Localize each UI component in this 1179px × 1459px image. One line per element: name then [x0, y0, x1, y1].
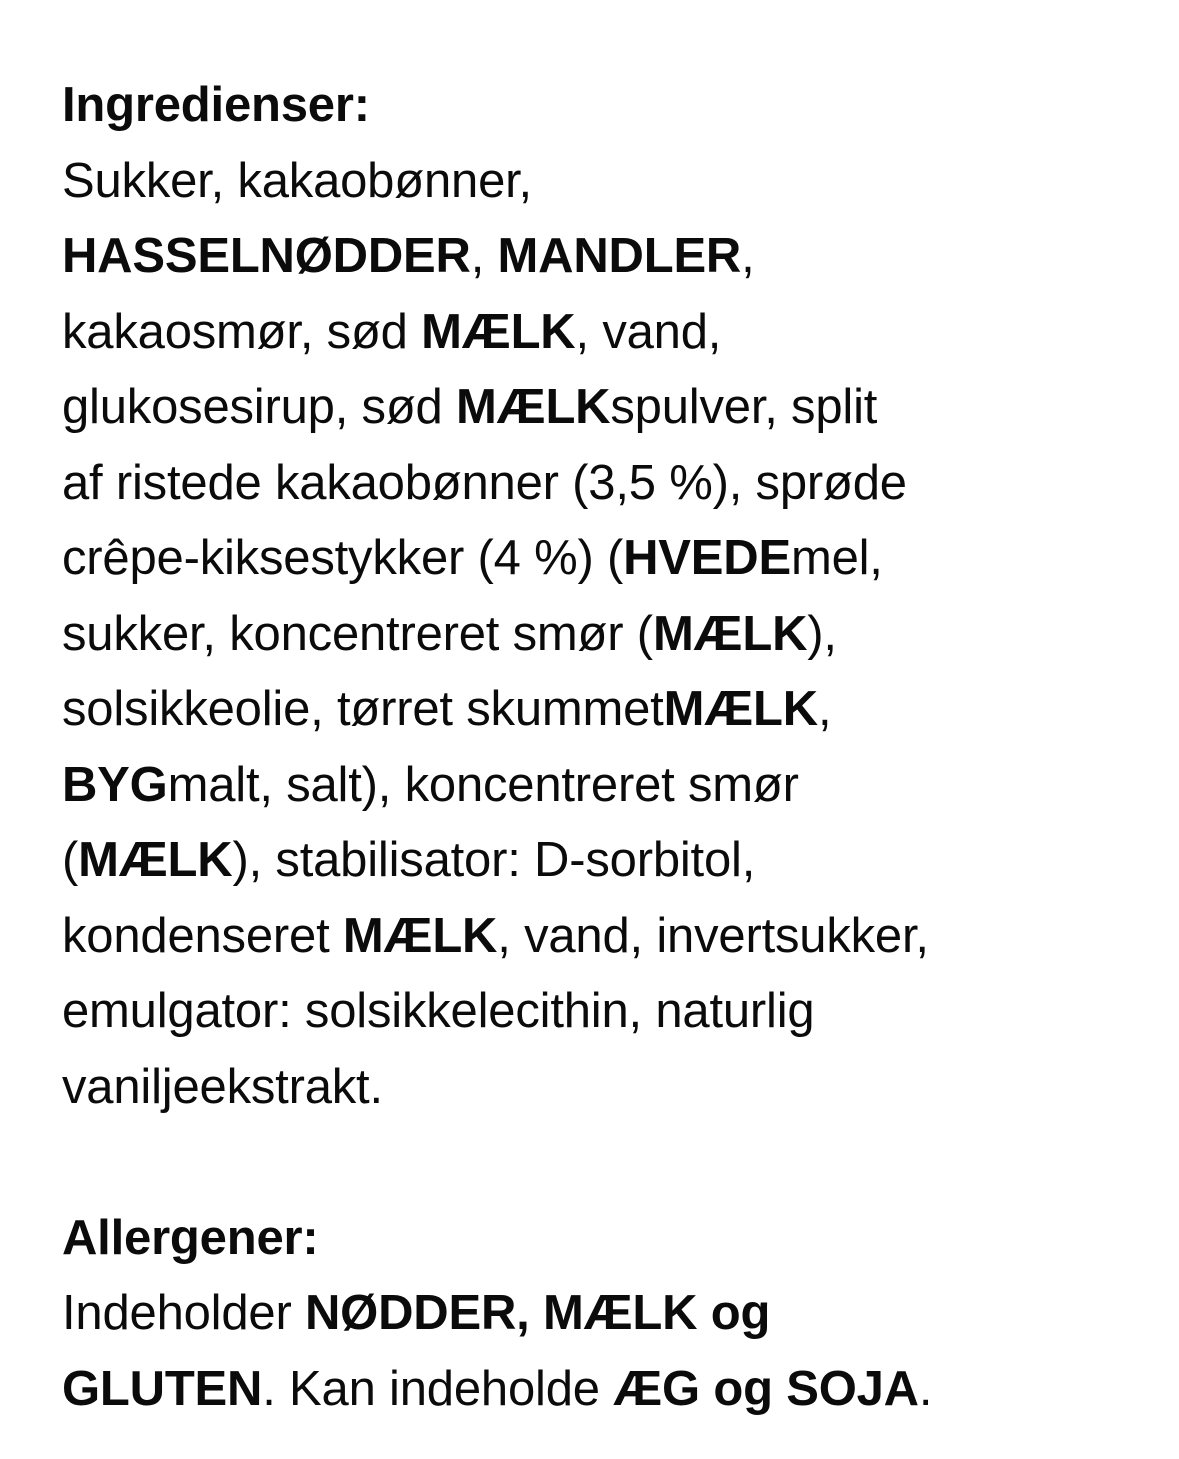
- allergen-emphasis: HASSELNØDDER: [62, 229, 471, 283]
- text-run: (: [62, 833, 79, 887]
- text-run: , vand, invertsukker,: [497, 908, 929, 963]
- text-run: . Kan indeholde: [262, 1361, 614, 1416]
- text-line: [62, 446, 1162, 522]
- allergen-emphasis: MÆLK: [78, 833, 233, 887]
- allergen-emphasis: MÆLK: [421, 304, 576, 359]
- text-line: [62, 1352, 1162, 1428]
- section-spacer: [62, 1125, 1162, 1201]
- text-line: [62, 748, 1162, 824]
- text-run: , vand,: [575, 304, 722, 359]
- text-run: ,: [470, 229, 498, 283]
- allergen-emphasis: NØDDER, MÆLK og: [305, 1286, 771, 1340]
- allergen-emphasis: BYG: [62, 757, 168, 812]
- allergen-emphasis: MÆLK: [663, 682, 818, 736]
- text-line: [62, 144, 1162, 220]
- text-line: [62, 1276, 1162, 1352]
- text-run: malt, salt), koncentreret smør: [167, 757, 799, 812]
- text-line: [62, 823, 1162, 899]
- ingredients-heading: Ingredienser:: [62, 78, 370, 132]
- text-line: [62, 219, 1162, 295]
- text-run: spulver, split: [610, 380, 878, 434]
- ingredients-section: [62, 68, 1162, 1125]
- text-run: af ristede kakaobønner (3,5 %), sprøde: [62, 455, 907, 510]
- text-run: ,: [817, 682, 832, 736]
- label-text: [62, 68, 1162, 1427]
- allergen-emphasis: ÆG og SOJA: [613, 1361, 919, 1416]
- text-line: [62, 295, 1162, 371]
- allergen-emphasis: HVEDE: [623, 531, 791, 585]
- text-line: [62, 672, 1162, 748]
- text-run: mel,: [790, 531, 883, 585]
- allergens-lines: [62, 1276, 1162, 1427]
- text-line: [62, 899, 1162, 975]
- allergens-section: [62, 1201, 1162, 1428]
- text-run: ),: [807, 606, 837, 661]
- ingredients-lines: [62, 144, 1162, 1126]
- allergen-emphasis: MÆLK: [342, 908, 498, 963]
- text-run: sukker, koncentreret smør (: [62, 606, 653, 661]
- text-run: .: [918, 1361, 933, 1416]
- text-run: ,: [741, 229, 755, 283]
- text-line: [62, 1050, 1162, 1126]
- text-run: emulgator: solsikkelecithin, naturlig: [62, 984, 815, 1038]
- allergen-emphasis: MÆLK: [456, 380, 611, 434]
- text-line: [62, 370, 1162, 446]
- text-line: [62, 521, 1162, 597]
- allergen-emphasis: MÆLK: [652, 606, 808, 661]
- allergen-emphasis: GLUTEN: [62, 1361, 263, 1416]
- text-line: [62, 974, 1162, 1050]
- text-run: glukosesirup, sød: [62, 380, 457, 434]
- text-run: Sukker, kakaobønner,: [62, 153, 532, 208]
- text-run: kakaosmør, sød: [62, 304, 422, 359]
- allergen-emphasis: MANDLER: [497, 229, 742, 283]
- text-run: vaniljeekstrakt.: [62, 1059, 383, 1114]
- text-run: ), stabilisator: D-sorbitol,: [232, 833, 756, 887]
- allergens-heading: Allergener:: [62, 1210, 319, 1265]
- text-run: Indeholder: [62, 1286, 305, 1340]
- text-line: [62, 597, 1162, 673]
- text-run: solsikkeolie, tørret skummet: [62, 682, 664, 736]
- text-run: kondenseret: [62, 908, 343, 963]
- text-run: crêpe-kiksestykker (4 %) (: [62, 531, 624, 585]
